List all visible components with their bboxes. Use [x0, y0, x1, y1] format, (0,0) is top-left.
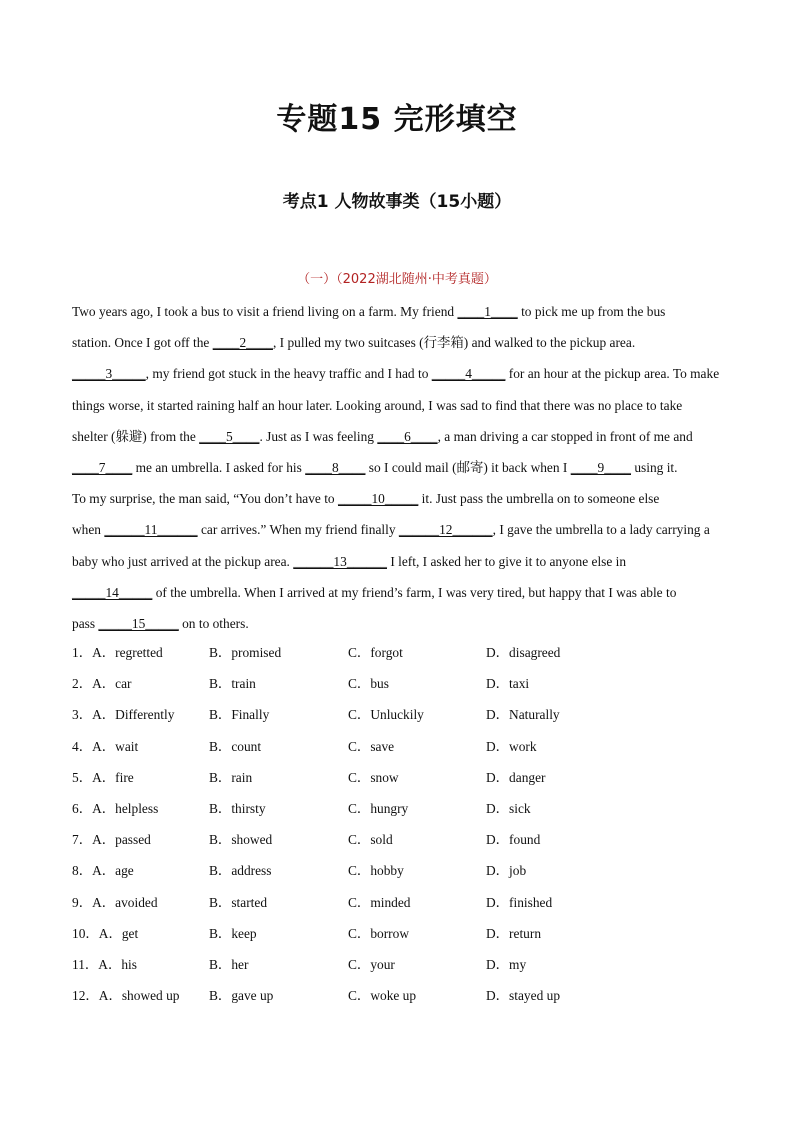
option-d[interactable]: D．Naturally	[486, 707, 560, 723]
question-number: 8．	[72, 863, 93, 879]
question-number-and-option-a	[72, 699, 174, 730]
option-d[interactable]: D．sick	[486, 800, 531, 816]
option-c[interactable]: C．your	[348, 956, 395, 972]
question-source: （一）（2022湖北随州·中考真题）	[297, 272, 497, 287]
question-number: 3．	[72, 707, 93, 723]
question-row	[72, 793, 726, 824]
question-row	[72, 918, 726, 949]
option-d[interactable]: D．my	[486, 956, 527, 972]
question-number: 12．	[72, 988, 99, 1004]
question-number-and-option-a	[72, 980, 180, 1011]
option-d[interactable]: D．taxi	[486, 676, 530, 692]
question-number-and-option-a	[72, 887, 158, 918]
question-number: 7．	[72, 832, 93, 848]
option-b[interactable]: B．count	[209, 738, 262, 754]
passage-text: me an umbrella. I asked for his	[132, 459, 306, 475]
question-number-and-option-a	[72, 855, 134, 886]
option-c[interactable]: C．hungry	[348, 800, 409, 816]
cloze-blank: _____3_____	[72, 366, 146, 382]
option-c[interactable]: C．snow	[348, 769, 399, 785]
option-b[interactable]: B．her	[209, 956, 249, 972]
option-b[interactable]: B．address	[209, 863, 272, 879]
passage-text: for an hour at the pickup area. To make	[505, 366, 720, 382]
passage-text: I left, I asked her to give it to anyone else in	[386, 553, 627, 569]
cloze-blank: ____9____	[570, 459, 631, 475]
passage-line	[72, 358, 726, 389]
question-number-and-option-a	[72, 918, 138, 949]
question-row	[72, 949, 726, 980]
passage-text: To my surprise, the man said, “You don’t have to	[72, 491, 338, 507]
passage-text: of the umbrella. When I arrived at my friend’s farm, I was very tired, but happy that I was able to	[152, 584, 677, 600]
passage-line	[72, 514, 726, 545]
question-number: 11．	[72, 956, 99, 972]
passage-text: so I could mail (邮寄) it back when I	[365, 459, 571, 475]
option-c[interactable]: C．bus	[348, 676, 389, 692]
question-row	[72, 699, 726, 730]
cloze-blank: ____1____	[457, 304, 518, 319]
option-a[interactable]: A．age	[92, 863, 134, 879]
option-a[interactable]: A．wait	[92, 738, 139, 754]
option-a[interactable]: A．his	[98, 956, 137, 972]
option-a[interactable]: A．Differently	[92, 707, 175, 723]
cloze-blank: _____14_____	[72, 584, 153, 600]
passage-line	[72, 483, 726, 514]
question-number: 6．	[72, 800, 93, 816]
question-number-and-option-a	[72, 762, 134, 793]
question-number-and-option-a	[72, 793, 158, 824]
question-number: 2．	[72, 676, 93, 692]
passage-line	[72, 577, 726, 608]
passage-text: when	[72, 522, 105, 538]
passage-text: Two years ago, I took a bus to visit a friend living on a farm. My friend	[72, 304, 458, 319]
cloze-blank: ____2____	[212, 335, 273, 351]
cloze-blank: _____4_____	[431, 366, 506, 382]
passage-text: to pick me up from the bus	[517, 304, 666, 319]
question-row	[72, 668, 726, 699]
passage-line	[72, 608, 726, 639]
question-row	[72, 637, 726, 668]
passage-text: on to others.	[178, 615, 249, 631]
question-number-and-option-a	[72, 824, 151, 855]
page-title: 专题15 完形填空	[276, 102, 518, 137]
option-c[interactable]: C．forgot	[348, 645, 403, 660]
question-row	[72, 887, 726, 918]
option-b[interactable]: B．gave up	[209, 988, 274, 1004]
passage-text: using it.	[631, 459, 678, 475]
question-number-and-option-a	[72, 668, 132, 699]
option-c[interactable]: C．woke up	[348, 988, 417, 1004]
option-b[interactable]: B．showed	[209, 832, 273, 848]
cloze-blank: _____15_____	[98, 615, 179, 631]
question-number: 1．	[72, 645, 93, 660]
passage-text: it. Just pass the umbrella on to someone else	[418, 491, 660, 507]
question-number-and-option-a	[72, 731, 138, 762]
option-d[interactable]: D．job	[486, 863, 527, 879]
passage-line	[72, 390, 726, 421]
passage-text: car arrives.” When my friend finally	[197, 522, 399, 538]
cloze-blank: ____8____	[305, 459, 366, 475]
passage-line	[72, 452, 726, 483]
option-c[interactable]: C．Unluckily	[348, 707, 424, 723]
cloze-passage	[72, 296, 726, 639]
option-c[interactable]: C．sold	[348, 832, 393, 848]
option-c[interactable]: C．borrow	[348, 925, 409, 941]
passage-text: things worse, it started raining half an hour later. Looking around, I was sad to find that there was no place to take	[72, 397, 683, 413]
option-d[interactable]: D．return	[486, 925, 542, 941]
passage-text: baby who just arrived at the pickup area.	[72, 553, 294, 569]
passage-line	[72, 546, 726, 577]
passage-text: , a man driving a car stopped in front of me and	[437, 428, 693, 444]
option-a[interactable]: A．car	[92, 676, 132, 692]
passage-line	[72, 327, 726, 358]
passage-text: , my friend got stuck in the heavy traffic and I had to	[145, 366, 432, 382]
option-c[interactable]: C．minded	[348, 894, 411, 910]
cloze-blank: ____5____	[199, 428, 260, 444]
passage-text: , I pulled my two suitcases (行李箱) and walked to the pickup area.	[272, 335, 636, 351]
question-number: 9．	[72, 894, 93, 910]
option-b[interactable]: B．thirsty	[209, 800, 266, 816]
question-row	[72, 980, 726, 1011]
option-a[interactable]: A．avoided	[92, 894, 158, 910]
option-b[interactable]: B．Finally	[209, 707, 270, 723]
option-d[interactable]: D．finished	[486, 894, 553, 910]
question-row	[72, 762, 726, 793]
option-b[interactable]: B．started	[209, 894, 268, 910]
option-b[interactable]: B．rain	[209, 769, 253, 785]
passage-text: pass	[72, 615, 99, 631]
cloze-blank: ____6____	[377, 428, 438, 444]
passage-text: station. Once I got off the	[72, 335, 213, 351]
question-number: 4．	[72, 738, 93, 754]
question-row	[72, 855, 726, 886]
option-a[interactable]: A．passed	[92, 832, 151, 848]
option-a[interactable]: A．helpless	[92, 800, 159, 816]
option-a[interactable]: A．fire	[92, 769, 134, 785]
cloze-blank: ______13______	[293, 553, 387, 569]
option-b[interactable]: B．keep	[209, 925, 257, 941]
option-b[interactable]: B．promised	[209, 645, 282, 660]
question-number-and-option-a	[72, 637, 163, 668]
option-c[interactable]: C．hobby	[348, 863, 404, 879]
option-c[interactable]: C．save	[348, 738, 395, 754]
option-d[interactable]: D．found	[486, 832, 541, 848]
passage-text: shelter (躲避) from the	[72, 428, 200, 444]
answer-options	[72, 637, 726, 1011]
option-d[interactable]: D．work	[486, 738, 537, 754]
option-d[interactable]: D．stayed up	[486, 988, 561, 1004]
cloze-blank: ______12______	[398, 522, 493, 538]
passage-text: . Just as I was feeling	[259, 428, 378, 444]
cloze-blank: _____10_____	[337, 491, 419, 507]
option-a[interactable]: A．get	[98, 925, 139, 941]
option-a[interactable]: A．showed up	[98, 988, 180, 1004]
passage-text: , I gave the umbrella to a lady carrying a	[492, 522, 710, 538]
cloze-blank: ______11______	[104, 522, 198, 538]
question-row	[72, 824, 726, 855]
passage-line	[72, 421, 726, 452]
passage-line	[72, 296, 726, 327]
question-number-and-option-a	[72, 949, 137, 980]
question-number: 5．	[72, 769, 93, 785]
option-d[interactable]: D．danger	[486, 769, 546, 785]
option-b[interactable]: B．train	[209, 676, 256, 692]
option-d[interactable]: D．disagreed	[486, 645, 561, 660]
option-a[interactable]: A．regretted	[92, 645, 163, 660]
question-number: 10．	[72, 925, 99, 941]
question-row	[72, 731, 726, 762]
cloze-blank: ____7____	[72, 459, 133, 475]
section-subtitle: 考点1 人物故事类（15小题）	[282, 192, 512, 212]
